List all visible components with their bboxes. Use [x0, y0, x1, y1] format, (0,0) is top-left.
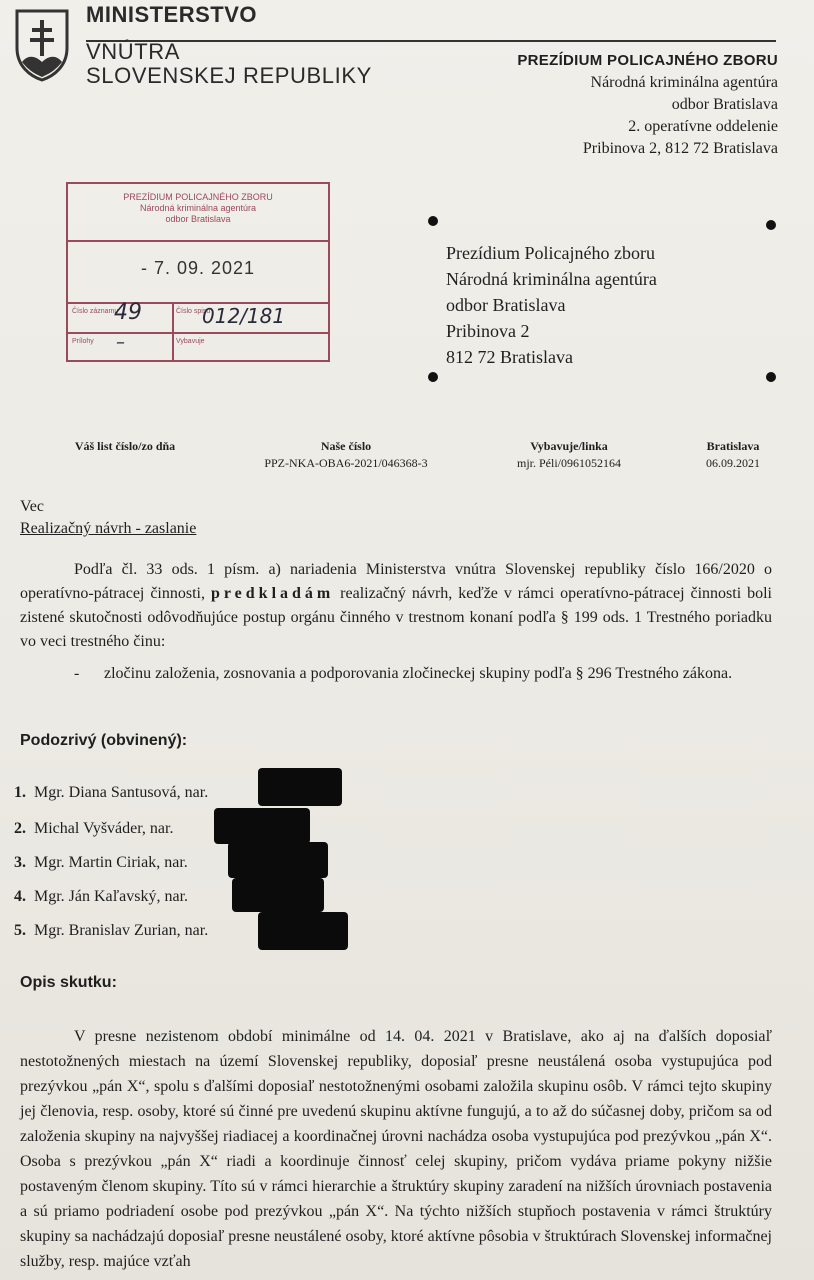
offence-list-item [76, 662, 772, 686]
recipient-line: odbor Bratislava [446, 295, 566, 315]
ministry-subtitle [86, 40, 372, 88]
stamp-header [68, 184, 328, 225]
intro-text: Podľa čl. 33 ods. 1 písm. a) nariadenia Ministerstva vnútra Slovenskej republiky číslo 166/2020 o operatívno-pátracej činnosti, [20, 561, 772, 602]
intro-emphasis: predkladám [210, 585, 335, 602]
intro-text-continued: realizačný návrh, keďže v rámci operatívno-pátracej činnosti boli zistené skutočnosti odôvodňujúce postup orgánu činného v trestnom konaní podľa § 199 ods. 1 Trestného poriadku vo veci trestného činu: [20, 585, 773, 650]
stamp-label-attachments: Prílohy [72, 338, 94, 345]
recipient-line: 812 72 Bratislava [446, 347, 573, 367]
stamp-file-number: 012/181 [202, 304, 286, 328]
sender-address: Pribinova 2, 812 72 Bratislava [582, 140, 778, 157]
stamp-divider [68, 332, 328, 334]
stamp-label-record: Číslo záznamu [72, 308, 119, 315]
stamp-divider [172, 302, 174, 360]
redaction-bar [214, 808, 310, 844]
recipient-address [446, 240, 657, 370]
redaction-bar [258, 912, 348, 950]
sender-agency: Národná kriminálna agentúra [590, 74, 778, 91]
suspect-name: Mgr. Branislav Zurian, nar. [34, 922, 209, 939]
stamp-label-handles: Vybavuje [176, 338, 205, 345]
recipient-line: Národná kriminálna agentúra [446, 269, 657, 289]
suspect-name: Mgr. Diana Santusová, nar. [34, 784, 209, 801]
redaction-bar [232, 878, 324, 912]
suspect-row [14, 782, 298, 804]
ref-our-number-value: PPZ-NKA-OBA6-2021/046368-3 [264, 456, 428, 470]
sender-block [517, 50, 778, 160]
subject-title: Realizačný návrh - zaslanie [20, 520, 197, 537]
offence-text: zločinu založenia, zosnovania a podporovania zločineckej skupiny podľa § 296 Trestného zákona. [104, 665, 733, 682]
ministry-line-2: VNÚTRA [86, 39, 181, 64]
sender-unit: 2. operatívne oddelenie [628, 118, 778, 135]
stamp-divider [68, 302, 328, 304]
envelope-window-mark [428, 216, 438, 226]
suspect-number: 3. [14, 854, 26, 871]
suspect-name: Michal Vyšváder, nar. [34, 820, 174, 837]
suspects-heading: Podozrivý (obvinený): [20, 732, 188, 749]
registry-stamp [66, 182, 330, 362]
envelope-window-mark [428, 372, 438, 382]
stamp-label-file: Číslo spisu [176, 308, 211, 315]
suspect-row [14, 920, 208, 942]
subject-label: Vec [20, 498, 44, 515]
stamp-attachments-value: – [116, 332, 125, 353]
stamp-date: - 7. 09. 2021 [140, 258, 256, 278]
ministry-line-3: SLOVENSKEJ REPUBLIKY [86, 63, 372, 88]
redaction-bar [228, 842, 328, 878]
suspect-number: 5. [14, 922, 26, 939]
suspect-name: Mgr. Ján Kaľavský, nar. [34, 888, 189, 905]
stamp-record-number: 49 [114, 300, 142, 325]
intro-paragraph [20, 558, 772, 654]
act-heading: Opis skutku: [20, 974, 117, 991]
sender-dept: odbor Bratislava [671, 96, 778, 113]
ref-place: Bratislava [706, 439, 760, 453]
stamp-agency: Národná kriminálna agentúra [139, 203, 257, 213]
ref-your-letter-label: Váš list číslo/zo dňa [74, 439, 176, 453]
envelope-window-mark [766, 220, 776, 230]
stamp-org: PREZÍDIUM POLICAJNÉHO ZBORU [123, 192, 273, 202]
ref-handles [494, 438, 644, 472]
suspect-number: 1. [14, 784, 26, 801]
suspect-number: 4. [14, 888, 26, 905]
ref-our-number [236, 438, 456, 472]
ref-our-number-label: Naše číslo [320, 439, 372, 453]
suspect-row [14, 852, 188, 874]
recipient-line: Prezídium Policajného zboru [446, 243, 655, 263]
suspect-row [14, 886, 188, 908]
ref-place-date [686, 438, 780, 472]
ref-date: 06.09.2021 [706, 456, 760, 470]
redaction-bar [258, 768, 342, 806]
suspect-number: 2. [14, 820, 26, 837]
act-description-text: V presne nezistenom období minimálne od 14. 04. 2021 v Bratislave, ako aj na ďalších doposiaľ nestotožnených miestach na území Slovenskej republiky, doposiaľ presne neustálená osoba vystupujúca pod prezývkou „pán X“, spolu s ďalšími doposiaľ nestotožnenými osobami založila skupinu osôb. V rámci tejto skupiny jej členovia, resp. osoby, ktoré sú činné pre uvedenú skupinu aktívne fungujú, a to až do súčasnej doby, pričom sa od založenia skupiny na najvyššej riadiacej a koordinačnej úrovni nachádza osoba vystupujúca pod prezývkou „pán X“. Osoba s prezývkou „pán X“ riadi a koordinuje činnosť celej skupiny, pričom vydáva priame pokyny nižšie postaveným členom skupiny. Títo sú v rámci hierarchie a štruktúry skupiny zaradení na nižších úrovniach postavenia a sú priamo podriadení osobe pod prezývkou „pán X“. Na týchto nižších stupňoch postavenia v rámci štruktúry skupiny sa nachádzajú doposiaľ presne neustálené osoby, ktoré aktívne pôsobia v štruktúrach Slovenskej informačnej služby, resp. majúce vzťah [20, 1028, 772, 1270]
sender-org: PREZÍDIUM POLICAJNÉHO ZBORU [517, 52, 778, 69]
suspect-name: Mgr. Martin Ciriak, nar. [34, 854, 188, 871]
subject-block [20, 496, 196, 540]
stamp-dept: odbor Bratislava [165, 214, 231, 224]
ministry-title: MINISTERSTVO [86, 2, 258, 27]
ref-handles-label: Vybavuje/linka [530, 439, 608, 453]
envelope-window-mark [766, 372, 776, 382]
state-crest-icon [14, 8, 70, 82]
recipient-line: Pribinova 2 [446, 321, 530, 341]
bullet-dash: - [74, 665, 80, 682]
ref-handles-value: mjr. Péli/0961052164 [516, 456, 621, 470]
ref-your-letter [60, 438, 190, 455]
stamp-divider [68, 240, 328, 242]
suspect-row [14, 818, 173, 840]
act-description [20, 1024, 772, 1274]
